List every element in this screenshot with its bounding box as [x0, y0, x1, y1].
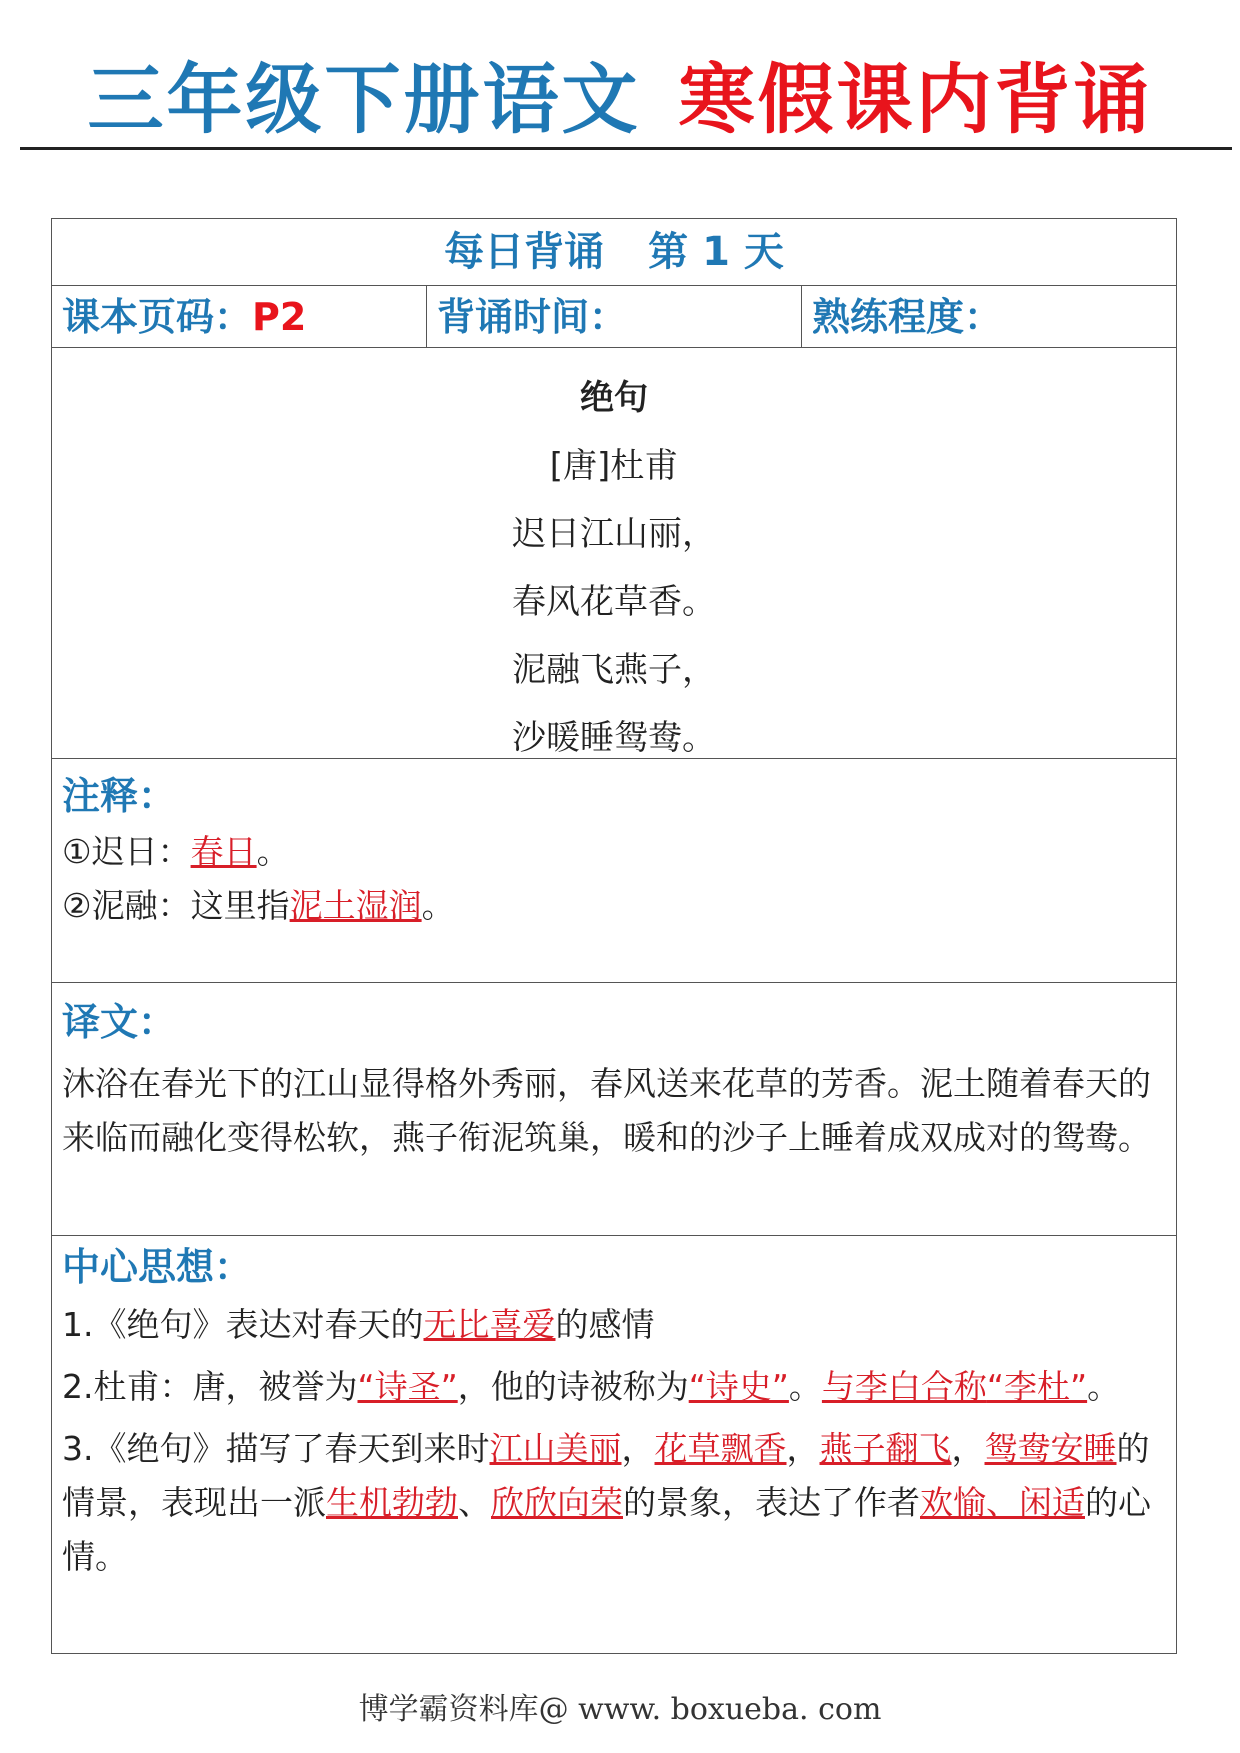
note-1 [62, 825, 1166, 879]
idea-answer: 与李白合称 [821, 1367, 987, 1406]
title-divider [20, 147, 1232, 150]
poem-title: 绝句 [580, 378, 648, 418]
page-title [0, 52, 1240, 148]
idea-answer: 无比喜爱 [423, 1305, 556, 1344]
idea-text: 。 [1087, 1367, 1121, 1406]
recitation-card [51, 218, 1177, 1654]
idea-answer: “李杜” [986, 1367, 1088, 1406]
idea-text: 3.《绝句》描写了春天到来时 [62, 1429, 490, 1468]
note-1-end: 。 [256, 832, 290, 871]
proficiency-cell [802, 286, 1176, 347]
idea-answer: 燕子翻飞 [819, 1429, 952, 1468]
central-idea-label: 中心思想： [62, 1245, 253, 1289]
translation-section [52, 983, 1176, 1236]
idea-answer: 欢愉、闲适 [920, 1483, 1085, 1522]
time-cell [427, 286, 802, 347]
proficiency-label: 熟练程度： [812, 295, 1003, 339]
daily-label: 每日背诵 [444, 229, 605, 275]
idea-text: ，他的诗被称为 [457, 1367, 689, 1406]
idea-text: 。 [788, 1367, 822, 1406]
idea-answer: 欣欣向荣 [491, 1483, 623, 1522]
day-label: 第 1 天 [648, 229, 784, 275]
title-topic: 寒假课内背诵 [678, 55, 1153, 144]
poem-line: 泥融飞燕子， [512, 650, 716, 690]
idea-text: 、 [458, 1483, 491, 1522]
poem-line: 沙暖睡鸳鸯。 [512, 718, 716, 758]
note-2 [62, 879, 1166, 933]
card-header [52, 219, 1176, 286]
idea-text: 的景象，表达了作者 [623, 1483, 920, 1522]
idea-point-1 [62, 1298, 1166, 1352]
idea-text: ， [621, 1429, 655, 1468]
notes-label: 注释： [62, 774, 177, 818]
page-value: P2 [252, 295, 307, 339]
time-label: 背诵时间： [437, 295, 628, 339]
poem-line: 迟日江山丽， [512, 514, 716, 554]
idea-answer: 花草飘香 [654, 1429, 787, 1468]
note-2-answer: 泥土湿润 [289, 886, 422, 925]
translation-label: 译文： [62, 1000, 177, 1044]
idea-text: 2.杜甫：唐，被誉为 [62, 1367, 358, 1406]
info-row [52, 286, 1176, 348]
idea-answer: “诗圣” [357, 1367, 458, 1406]
idea-answer: “诗史” [688, 1367, 789, 1406]
poem [52, 348, 1176, 772]
idea-text: ， [786, 1429, 820, 1468]
poem-author: [唐]杜甫 [549, 446, 679, 486]
idea-point-3 [62, 1422, 1166, 1584]
page-label: 课本页码： [62, 295, 253, 339]
note-1-term: ①迟日： [62, 832, 191, 871]
idea-point-2 [62, 1360, 1166, 1414]
idea-answer: 江山美丽 [489, 1429, 622, 1468]
poem-section [52, 348, 1176, 759]
idea-answer: 鸳鸯安睡 [984, 1429, 1117, 1468]
poem-line: 春风花草香。 [512, 582, 716, 622]
title-subject: 三年级下册语文 [87, 55, 641, 144]
idea-text: 的心情。 [62, 1483, 1151, 1576]
idea-text: ， [951, 1429, 985, 1468]
note-2-term: ②泥融：这里指 [62, 886, 290, 925]
central-idea-section [52, 1236, 1176, 1653]
idea-answer: 生机勃勃 [326, 1483, 458, 1522]
notes-section [52, 759, 1176, 983]
idea-text: 1.《绝句》表达对春天的 [62, 1305, 424, 1344]
footer-watermark: 博学霸资料库@ www. boxueba. com [358, 1692, 882, 1727]
idea-text: 的情景，表现出一派 [62, 1429, 1150, 1522]
translation-text: 沐浴在春光下的江山显得格外秀丽，春风送来花草的芳香。泥土随着春天的来临而融化变得松软，燕子衔泥筑巢，暖和的沙子上睡着成双成对的鸳鸯。 [62, 1064, 1151, 1157]
page-cell [52, 286, 427, 347]
note-1-answer: 春日 [190, 832, 257, 871]
idea-text: 的感情 [555, 1305, 655, 1344]
note-2-end: 。 [421, 886, 455, 925]
daily-title [52, 219, 1176, 286]
